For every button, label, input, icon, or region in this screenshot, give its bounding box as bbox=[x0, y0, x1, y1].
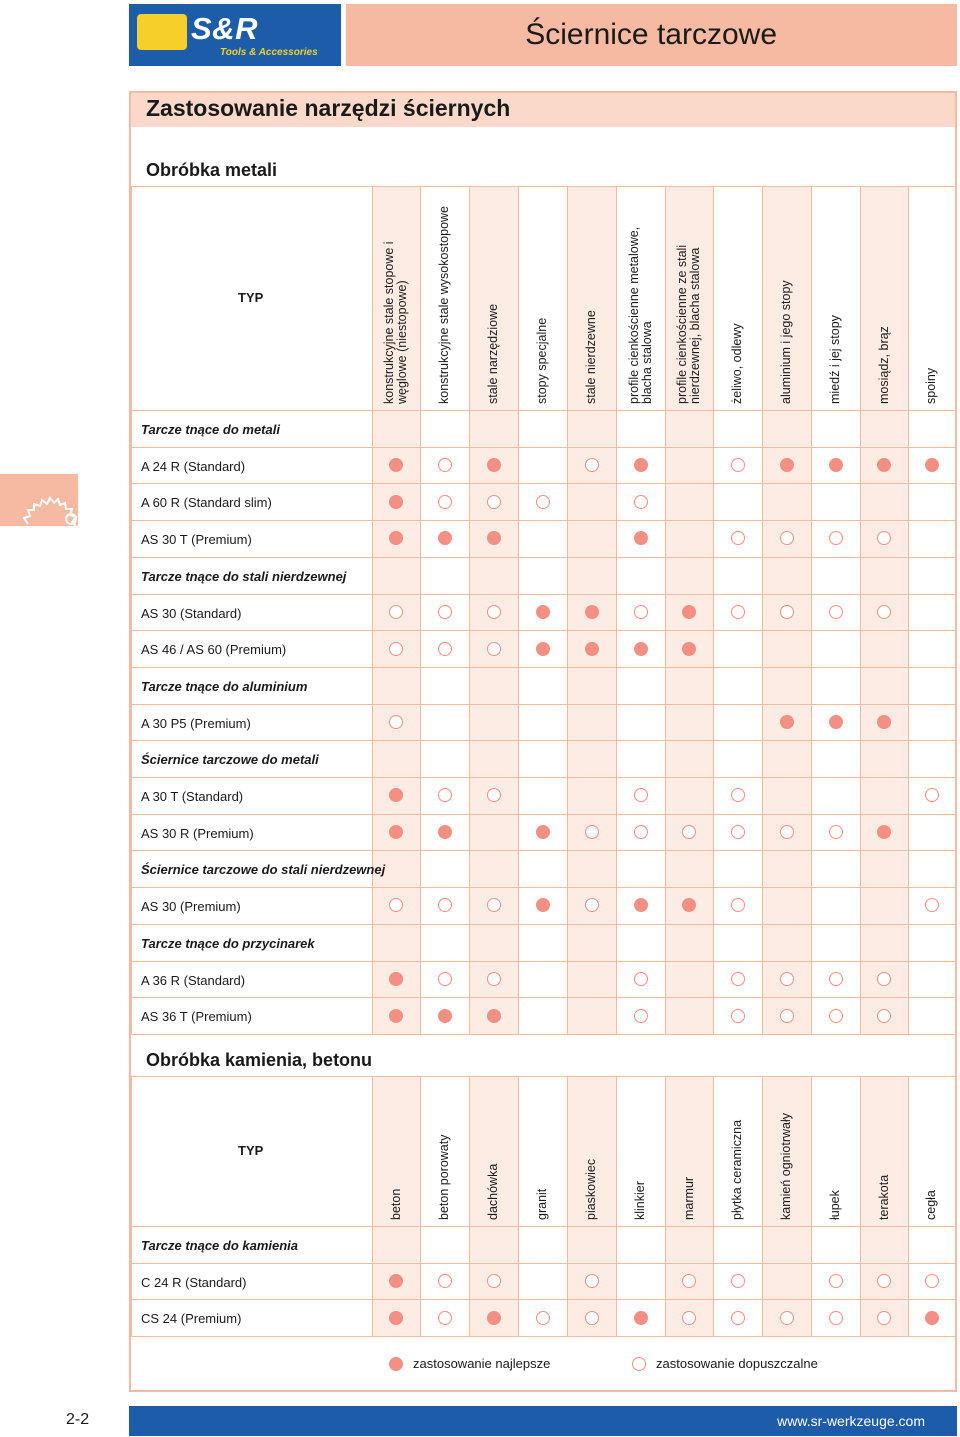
column-line bbox=[713, 1076, 714, 1336]
best-use-marker bbox=[389, 1009, 403, 1023]
column-line bbox=[420, 1076, 421, 1336]
row-line bbox=[131, 1299, 955, 1300]
acceptable-use-marker bbox=[829, 1274, 843, 1288]
best-use-marker bbox=[389, 825, 403, 839]
acceptable-use-marker bbox=[829, 1009, 843, 1023]
row-line bbox=[131, 997, 955, 998]
category-label: Ściernice tarczowe do stali nierdzewnej bbox=[141, 862, 386, 878]
product-label: A 30 P5 (Premium) bbox=[141, 715, 251, 731]
brand-name: S&R bbox=[191, 11, 258, 46]
column-header: piaskowiec bbox=[584, 1158, 598, 1220]
row-line bbox=[131, 594, 955, 595]
row-line bbox=[131, 667, 955, 668]
brand-logo bbox=[129, 4, 341, 66]
column-line bbox=[616, 186, 617, 1034]
acceptable-use-marker bbox=[634, 495, 648, 509]
row-line bbox=[131, 887, 955, 888]
best-use-marker bbox=[536, 605, 550, 619]
column-line bbox=[762, 1076, 763, 1336]
acceptable-use-marker bbox=[389, 642, 403, 656]
typ-label: TYP bbox=[238, 290, 264, 305]
best-use-marker bbox=[634, 531, 648, 545]
column-header: aluminium i jego stopy bbox=[779, 280, 793, 404]
acceptable-use-marker bbox=[877, 1274, 891, 1288]
best-use-marker bbox=[780, 458, 794, 472]
row-line bbox=[131, 924, 955, 925]
product-label: A 60 R (Standard slim) bbox=[141, 495, 272, 511]
acceptable-use-marker bbox=[634, 788, 648, 802]
acceptable-use-marker bbox=[829, 1311, 843, 1325]
best-use-marker bbox=[634, 458, 648, 472]
best-use-marker bbox=[634, 898, 648, 912]
acceptable-use-marker bbox=[829, 972, 843, 986]
product-label: AS 30 R (Premium) bbox=[141, 825, 254, 841]
column-line bbox=[908, 186, 909, 1034]
column-line bbox=[908, 1076, 909, 1336]
acceptable-use-marker bbox=[487, 898, 501, 912]
column-header: profile cienkościenne ze stali bbox=[675, 244, 689, 404]
row-line bbox=[131, 850, 955, 851]
table-left-line bbox=[131, 186, 132, 1034]
best-use-marker bbox=[389, 1274, 403, 1288]
acceptable-use-marker bbox=[682, 1274, 696, 1288]
acceptable-use-marker bbox=[487, 972, 501, 986]
acceptable-use-marker bbox=[438, 605, 452, 619]
column-line bbox=[811, 1076, 812, 1336]
column-header: miedź i jej stopy bbox=[828, 315, 842, 404]
acceptable-use-marker bbox=[731, 825, 745, 839]
category-label: Tarcze tnące do aluminium bbox=[141, 678, 308, 694]
acceptable-use-marker bbox=[731, 531, 745, 545]
product-label: C 24 R (Standard) bbox=[141, 1274, 247, 1290]
brand-emblem-icon bbox=[137, 14, 187, 50]
row-line bbox=[131, 1336, 955, 1337]
best-use-marker bbox=[389, 972, 403, 986]
acceptable-use-marker bbox=[585, 1274, 599, 1288]
page-title: Ściernice tarczowe bbox=[525, 18, 777, 51]
column-header: spoiny bbox=[924, 367, 938, 404]
category-label: Ściernice tarczowe do metali bbox=[141, 752, 319, 768]
column-header: łupek bbox=[828, 1190, 842, 1220]
best-use-marker bbox=[536, 642, 550, 656]
best-use-marker bbox=[925, 1311, 939, 1325]
legend-ok-label: zastosowanie dopuszczalne bbox=[656, 1356, 818, 1371]
acceptable-use-marker bbox=[780, 1311, 794, 1325]
acceptable-use-marker bbox=[634, 1009, 648, 1023]
best-use-marker bbox=[829, 715, 843, 729]
best-use-marker bbox=[389, 458, 403, 472]
product-label: AS 30 (Standard) bbox=[141, 605, 242, 621]
best-use-marker bbox=[536, 825, 550, 839]
best-use-marker bbox=[877, 458, 891, 472]
acceptable-use-marker bbox=[780, 972, 794, 986]
acceptable-use-marker bbox=[585, 1311, 599, 1325]
acceptable-use-marker bbox=[438, 972, 452, 986]
best-use-marker bbox=[438, 531, 452, 545]
row-line bbox=[131, 520, 955, 521]
acceptable-use-marker bbox=[877, 605, 891, 619]
acceptable-use-marker bbox=[585, 458, 599, 472]
row-line bbox=[131, 447, 955, 448]
column-header: dachówka bbox=[486, 1163, 500, 1220]
best-use-marker bbox=[438, 825, 452, 839]
acceptable-use-marker bbox=[780, 531, 794, 545]
column-line bbox=[420, 186, 421, 1034]
product-label: A 24 R (Standard) bbox=[141, 458, 246, 474]
acceptable-use-marker bbox=[682, 825, 696, 839]
column-header: terakota bbox=[876, 1174, 891, 1220]
column-line bbox=[567, 186, 568, 1034]
best-use-marker bbox=[682, 605, 696, 619]
best-use-marker bbox=[634, 1311, 648, 1325]
acceptable-use-marker bbox=[877, 1311, 891, 1325]
acceptable-use-marker bbox=[585, 825, 599, 839]
best-use-marker bbox=[487, 458, 501, 472]
column-header: nierdzewnej, blacha stalowa bbox=[688, 247, 702, 404]
acceptable-use-marker bbox=[682, 1311, 696, 1325]
column-line bbox=[616, 1076, 617, 1336]
column-header: konstrukcyjne stale wysokostopowe bbox=[437, 205, 451, 404]
acceptable-use-marker bbox=[780, 1009, 794, 1023]
best-use-marker bbox=[389, 495, 403, 509]
acceptable-use-marker bbox=[634, 605, 648, 619]
row-line bbox=[131, 961, 955, 962]
best-use-marker bbox=[438, 1009, 452, 1023]
legend-ok-marker bbox=[632, 1357, 646, 1371]
acceptable-use-marker bbox=[487, 605, 501, 619]
column-line bbox=[860, 186, 861, 1034]
acceptable-use-marker bbox=[438, 898, 452, 912]
column-line bbox=[955, 186, 956, 1034]
acceptable-use-marker bbox=[731, 605, 745, 619]
column-header: stale narzędziowe bbox=[486, 303, 500, 404]
column-header: cegła bbox=[924, 1190, 938, 1220]
column-header: kamień ogniotrwały bbox=[779, 1113, 793, 1220]
table-title: Obróbka kamienia, betonu bbox=[146, 1050, 373, 1070]
column-line bbox=[469, 186, 470, 1034]
header-top-line bbox=[131, 1076, 955, 1077]
column-header: stale nierdzewne bbox=[584, 310, 598, 404]
best-use-marker bbox=[877, 825, 891, 839]
header-bottom-line bbox=[131, 1226, 955, 1227]
acceptable-use-marker bbox=[877, 972, 891, 986]
legend-best-label: zastosowanie najlepsze bbox=[413, 1356, 551, 1371]
product-label: CS 24 (Premium) bbox=[141, 1311, 242, 1327]
acceptable-use-marker bbox=[487, 788, 501, 802]
acceptable-use-marker bbox=[389, 715, 403, 729]
category-label: Tarcze tnące do stali nierdzewnej bbox=[141, 568, 347, 584]
row-line bbox=[131, 483, 955, 484]
acceptable-use-marker bbox=[925, 898, 939, 912]
acceptable-use-marker bbox=[438, 458, 452, 472]
product-label: AS 30 T (Premium) bbox=[141, 532, 252, 548]
product-label: AS 30 (Premium) bbox=[141, 899, 241, 915]
best-use-marker bbox=[829, 458, 843, 472]
column-line bbox=[567, 1076, 568, 1336]
acceptable-use-marker bbox=[585, 898, 599, 912]
row-line bbox=[131, 557, 955, 558]
side-tab-saw-blade bbox=[0, 474, 78, 526]
column-header: mosiądz, brąz bbox=[876, 326, 891, 404]
acceptable-use-marker bbox=[487, 1274, 501, 1288]
column-line bbox=[665, 186, 666, 1034]
best-use-marker bbox=[585, 642, 599, 656]
best-use-marker bbox=[585, 605, 599, 619]
column-line bbox=[372, 186, 373, 1034]
column-header: stopy specjalne bbox=[535, 317, 549, 404]
column-line bbox=[762, 186, 763, 1034]
acceptable-use-marker bbox=[877, 1009, 891, 1023]
product-label: A 36 R (Standard) bbox=[141, 972, 246, 988]
product-label: AS 36 T (Premium) bbox=[141, 1009, 252, 1025]
acceptable-use-marker bbox=[536, 495, 550, 509]
table-title: Obróbka metali bbox=[146, 160, 278, 180]
acceptable-use-marker bbox=[829, 531, 843, 545]
column-line bbox=[372, 1076, 373, 1336]
column-header: klinkier bbox=[633, 1181, 647, 1220]
acceptable-use-marker bbox=[536, 1311, 550, 1325]
acceptable-use-marker bbox=[389, 605, 403, 619]
best-use-marker bbox=[536, 898, 550, 912]
acceptable-use-marker bbox=[731, 1009, 745, 1023]
column-line bbox=[713, 186, 714, 1034]
acceptable-use-marker bbox=[438, 642, 452, 656]
column-header: żeliwo, odlewy bbox=[730, 323, 744, 404]
acceptable-use-marker bbox=[634, 972, 648, 986]
best-use-marker bbox=[780, 715, 794, 729]
acceptable-use-marker bbox=[780, 605, 794, 619]
best-use-marker bbox=[682, 642, 696, 656]
column-header: beton bbox=[388, 1188, 403, 1220]
brand-tagline: Tools & Accessories bbox=[220, 47, 318, 58]
acceptable-use-marker bbox=[731, 972, 745, 986]
footer-url-link[interactable]: www.sr-werkzeuge.com bbox=[777, 1413, 925, 1429]
acceptable-use-marker bbox=[438, 788, 452, 802]
acceptable-use-marker bbox=[438, 1311, 452, 1325]
footer-bar bbox=[129, 1406, 957, 1436]
best-use-marker bbox=[487, 1009, 501, 1023]
row-line bbox=[131, 1034, 955, 1035]
typ-label: TYP bbox=[238, 1143, 264, 1158]
best-use-marker bbox=[487, 531, 501, 545]
column-header: marmur bbox=[681, 1176, 696, 1220]
column-line bbox=[811, 186, 812, 1034]
acceptable-use-marker bbox=[731, 458, 745, 472]
column-line bbox=[665, 1076, 666, 1336]
category-label: Tarcze tnące do przycinarek bbox=[141, 935, 315, 951]
row-line bbox=[131, 704, 955, 705]
acceptable-use-marker bbox=[438, 1274, 452, 1288]
acceptable-use-marker bbox=[731, 1311, 745, 1325]
column-header: płytka ceramiczna bbox=[730, 1119, 744, 1220]
acceptable-use-marker bbox=[829, 605, 843, 619]
page-number: 2-2 bbox=[66, 1411, 90, 1428]
column-header: granit bbox=[535, 1188, 549, 1220]
header-top-line bbox=[131, 186, 955, 187]
acceptable-use-marker bbox=[925, 788, 939, 802]
table-left-line bbox=[131, 1076, 132, 1336]
acceptable-use-marker bbox=[829, 825, 843, 839]
acceptable-use-marker bbox=[438, 495, 452, 509]
acceptable-use-marker bbox=[731, 898, 745, 912]
row-line bbox=[131, 1263, 955, 1264]
column-header: węglowe (niestopowe) bbox=[395, 280, 409, 404]
row-line bbox=[131, 777, 955, 778]
best-use-marker bbox=[925, 458, 939, 472]
product-label: AS 46 / AS 60 (Premium) bbox=[141, 642, 287, 658]
row-line bbox=[131, 740, 955, 741]
best-use-marker bbox=[487, 1311, 501, 1325]
legend-best-marker bbox=[389, 1357, 403, 1371]
column-line bbox=[860, 1076, 861, 1336]
header-bottom-line bbox=[131, 410, 955, 411]
acceptable-use-marker bbox=[780, 825, 794, 839]
acceptable-use-marker bbox=[731, 1274, 745, 1288]
acceptable-use-marker bbox=[487, 642, 501, 656]
best-use-marker bbox=[389, 1311, 403, 1325]
column-header: profile cienkościenne metalowe, bbox=[626, 226, 641, 404]
row-line bbox=[131, 630, 955, 631]
best-use-marker bbox=[877, 715, 891, 729]
acceptable-use-marker bbox=[925, 1274, 939, 1288]
column-header: beton porowaty bbox=[437, 1134, 451, 1220]
saw-blade-icon bbox=[0, 474, 78, 526]
title-banner bbox=[346, 4, 957, 66]
column-line bbox=[469, 1076, 470, 1336]
best-use-marker bbox=[634, 642, 648, 656]
column-header: blacha stalowa bbox=[639, 321, 654, 404]
acceptable-use-marker bbox=[487, 495, 501, 509]
column-line bbox=[518, 1076, 519, 1336]
column-header: konstrukcyjne stale stopowe i bbox=[382, 241, 396, 404]
section-title: Zastosowanie narzędzi ściernych bbox=[146, 95, 511, 121]
category-label: Tarcze tnące do metali bbox=[141, 422, 280, 437]
product-label: A 30 T (Standard) bbox=[141, 789, 244, 804]
row-line bbox=[131, 814, 955, 815]
column-line bbox=[518, 186, 519, 1034]
acceptable-use-marker bbox=[731, 788, 745, 802]
column-line bbox=[955, 1076, 956, 1336]
acceptable-use-marker bbox=[634, 825, 648, 839]
category-label: Tarcze tnące do kamienia bbox=[141, 1238, 299, 1253]
